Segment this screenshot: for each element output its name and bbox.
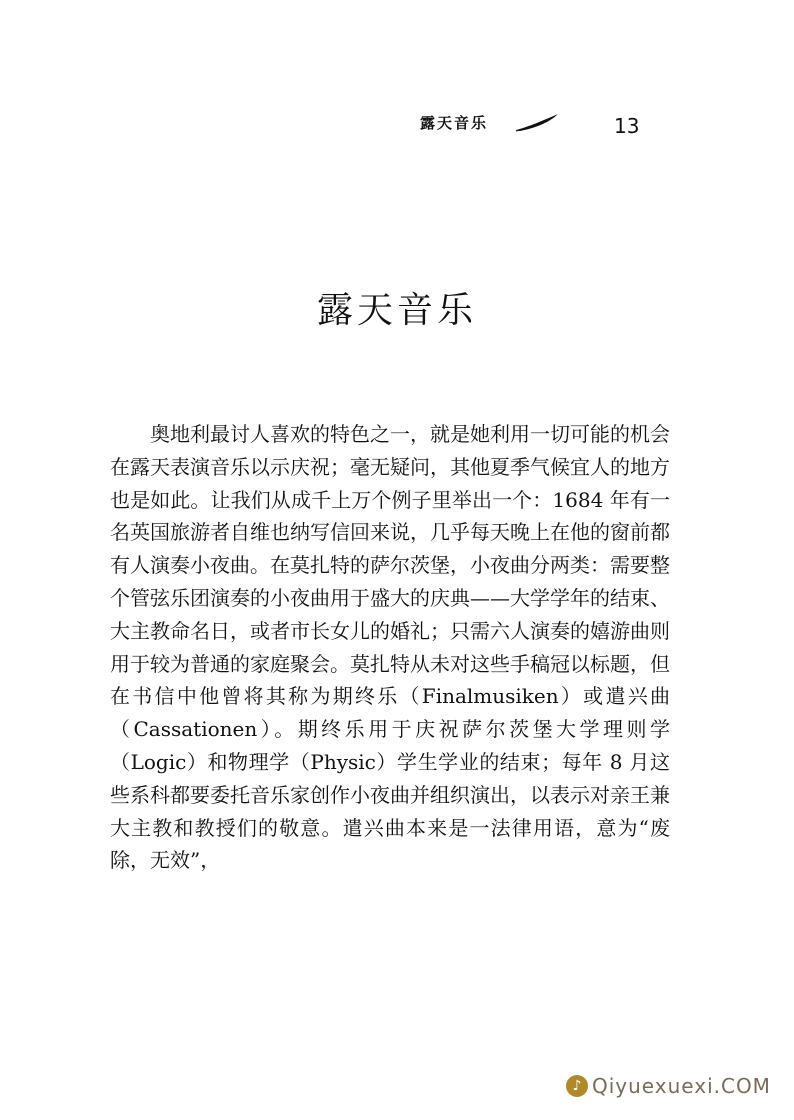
chapter-title: 露天音乐 [316,290,477,331]
watermark-text: Qiyuexuexi.COM [592,1074,771,1098]
watermark [566,1074,771,1098]
body-paragraph: 奥地利最讨人喜欢的特色之一，就是她利用一切可能的机会在露天表演音乐以示庆祝；毫无疑问，其他夏季气候宜人的地方也是如此。让我们从成千上万个例子里举出一个：1684 年有一名英国旅游者自维也纳写信回来说，几乎每天晚上在他的窗前都有人演奏小夜曲。在莫扎特的萨尔茨堡，小夜曲分两类：需要整个管弦乐团演奏的小夜曲用于盛大的庆典——大学学年的结束、大主教命名日，或者市长女儿的婚礼；只需六人演奏的嬉游曲则用于较为普通的家庭聚会。莫扎特从未对这些手稿冠以标题，但在书信中他曾将其称为期终乐（Finalmusiken）或遣兴曲（Cassationen）。期终乐用于庆祝萨尔茨堡大学理则学（Logic）和物理学（Physic）学生学业的结束；每年 8 月这些系科都要委托音乐家创作小夜曲并组织演出，以表示对亲王兼大主教和教授们的敬意。遣兴曲本来是一法律用语，意为“废除，无效”， [110,422,670,873]
running-head [420,112,560,133]
note-icon: ♪ [566,1075,588,1097]
quill-icon [514,113,560,133]
page-number: 13 [614,114,640,138]
running-title: 露天音乐 [420,114,489,132]
